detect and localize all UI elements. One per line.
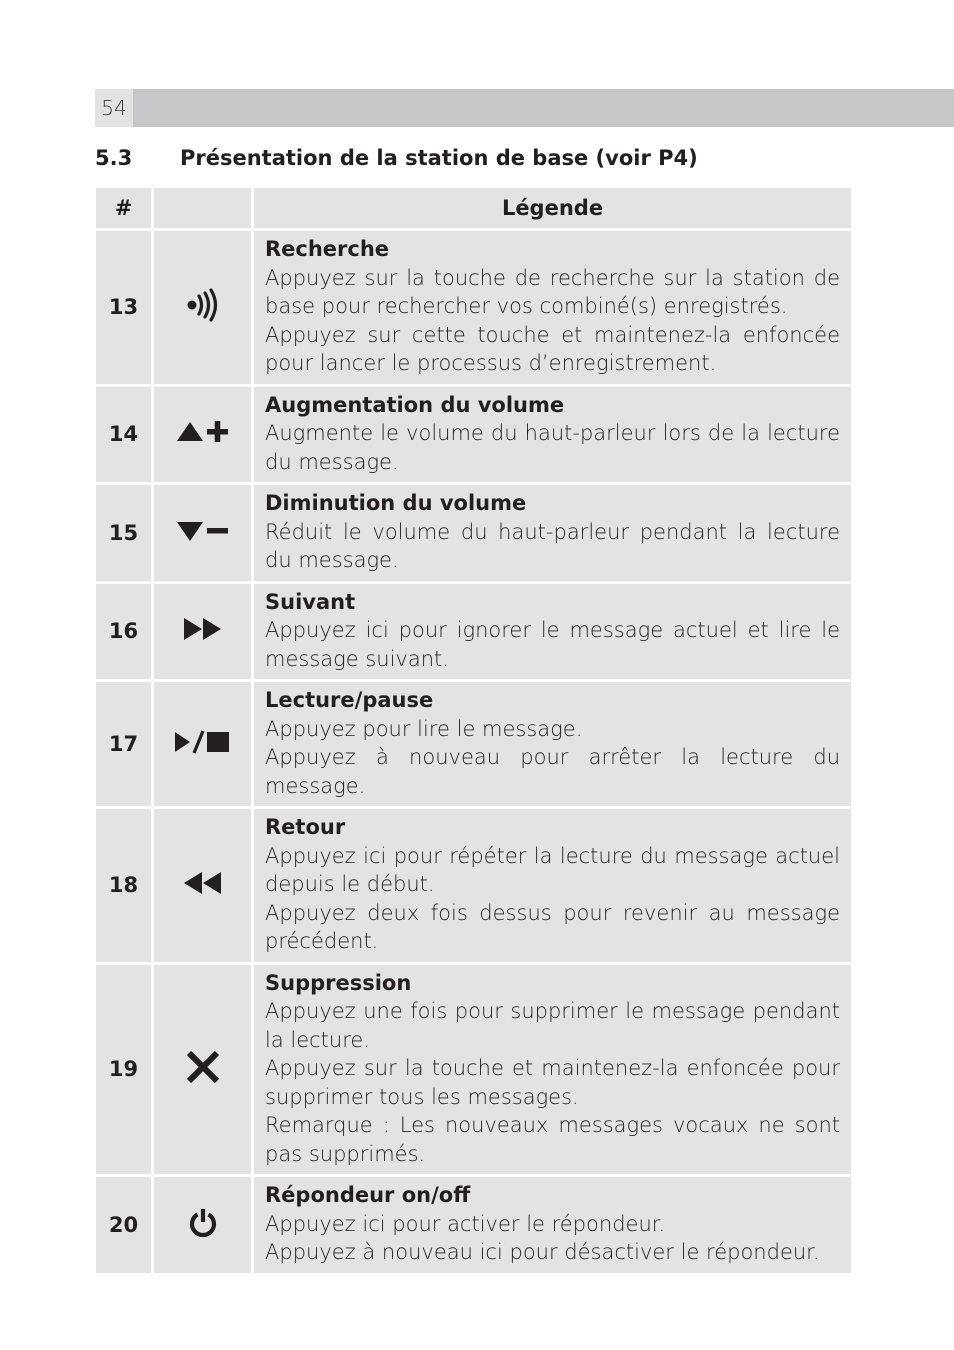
row-text-line: Appuyez une fois pour supprimer le message pendant la lecture. [265,999,840,1052]
legend-table [93,185,854,1276]
row-title: Recherche [265,237,390,261]
volume-up-icon [177,421,229,443]
row-icon-cell [154,485,251,581]
row-description [254,809,851,962]
section-title: Présentation de la station de base (voir P4) [180,146,698,170]
row-number: 19 [96,965,151,1175]
table-row [96,809,851,962]
row-number: 16 [96,584,151,680]
row-description [254,584,851,680]
skip-forward-icon [183,617,223,641]
row-title: Retour [265,815,346,839]
row-text-line: Augmente le volume du haut-parleur lors de la lecture du message. [265,421,840,474]
row-description [254,1177,851,1273]
row-description [254,965,851,1175]
row-title: Suivant [265,589,356,614]
table-row [96,965,851,1175]
row-icon-cell [154,682,251,806]
table-row [96,584,851,680]
rewind-icon [183,871,223,895]
row-title: Lecture/pause [265,688,434,712]
row-number: 18 [96,809,151,962]
row-text-line: Appuyez pour lire le message. [265,716,583,741]
table-row [96,231,851,384]
header-num: # [96,188,151,228]
row-text-line: Appuyez sur la touche et maintenez-la enfoncée pour supprimer tous les messages. [265,1056,840,1109]
page-number: 54 [95,89,133,127]
delete-icon [186,1050,220,1084]
row-icon-cell [154,231,251,384]
power-icon [188,1208,218,1238]
row-title: Suppression [265,970,412,995]
row-description [254,682,851,806]
header-bar [133,89,954,127]
row-text-line: Appuyez sur cette touche et maintenez-la enfoncée pour lancer le processus d’enregistrement. [265,322,840,375]
row-number: 20 [96,1177,151,1273]
table-row [96,1177,851,1273]
row-description [254,387,851,483]
row-icon-cell [154,965,251,1175]
table-header-row [96,188,851,228]
section-number: 5.3 [95,146,133,170]
header-icon [154,188,251,228]
row-number: 15 [96,485,151,581]
row-number: 17 [96,682,151,806]
paging-icon [185,287,221,323]
volume-down-icon [177,520,229,542]
row-icon-cell [154,584,251,680]
row-text-line: Appuyez ici pour activer le répondeur. [265,1211,666,1236]
row-title: Diminution du volume [265,491,527,515]
row-number: 14 [96,387,151,483]
header-legend: Légende [254,188,851,228]
row-number: 13 [96,231,151,384]
row-title: Augmentation du volume [265,392,565,417]
table-row [96,387,851,483]
row-text-line: Réduit le volume du haut-parleur pendant la lecture du message. [265,519,840,572]
row-text-line: Appuyez sur la touche de recherche sur la station de base pour rechercher vos combiné(s) enregistrés. [265,265,840,318]
play-stop-icon [174,730,232,754]
row-title: Répondeur on/off [265,1183,471,1207]
row-text-line: Appuyez deux fois dessus pour revenir au message précédent. [265,900,840,953]
row-text-line: Appuyez à nouveau ici pour désactiver le répondeur. [265,1240,820,1264]
table-row [96,682,851,806]
row-icon-cell [154,809,251,962]
row-description [254,485,851,581]
row-text-line: Appuyez ici pour répéter la lecture du message actuel depuis le début. [265,843,840,896]
row-icon-cell [154,387,251,483]
row-text-line: Remarque : Les nouveaux messages vocaux ne sont pas supprimés. [265,1113,840,1166]
row-description [254,231,851,384]
row-text-line: Appuyez à nouveau pour arrêter la lecture du message. [265,745,840,798]
row-icon-cell [154,1177,251,1273]
row-text-line: Appuyez ici pour ignorer le message actuel et lire le message suivant. [265,618,840,671]
table-row [96,485,851,581]
page-header [95,89,954,127]
